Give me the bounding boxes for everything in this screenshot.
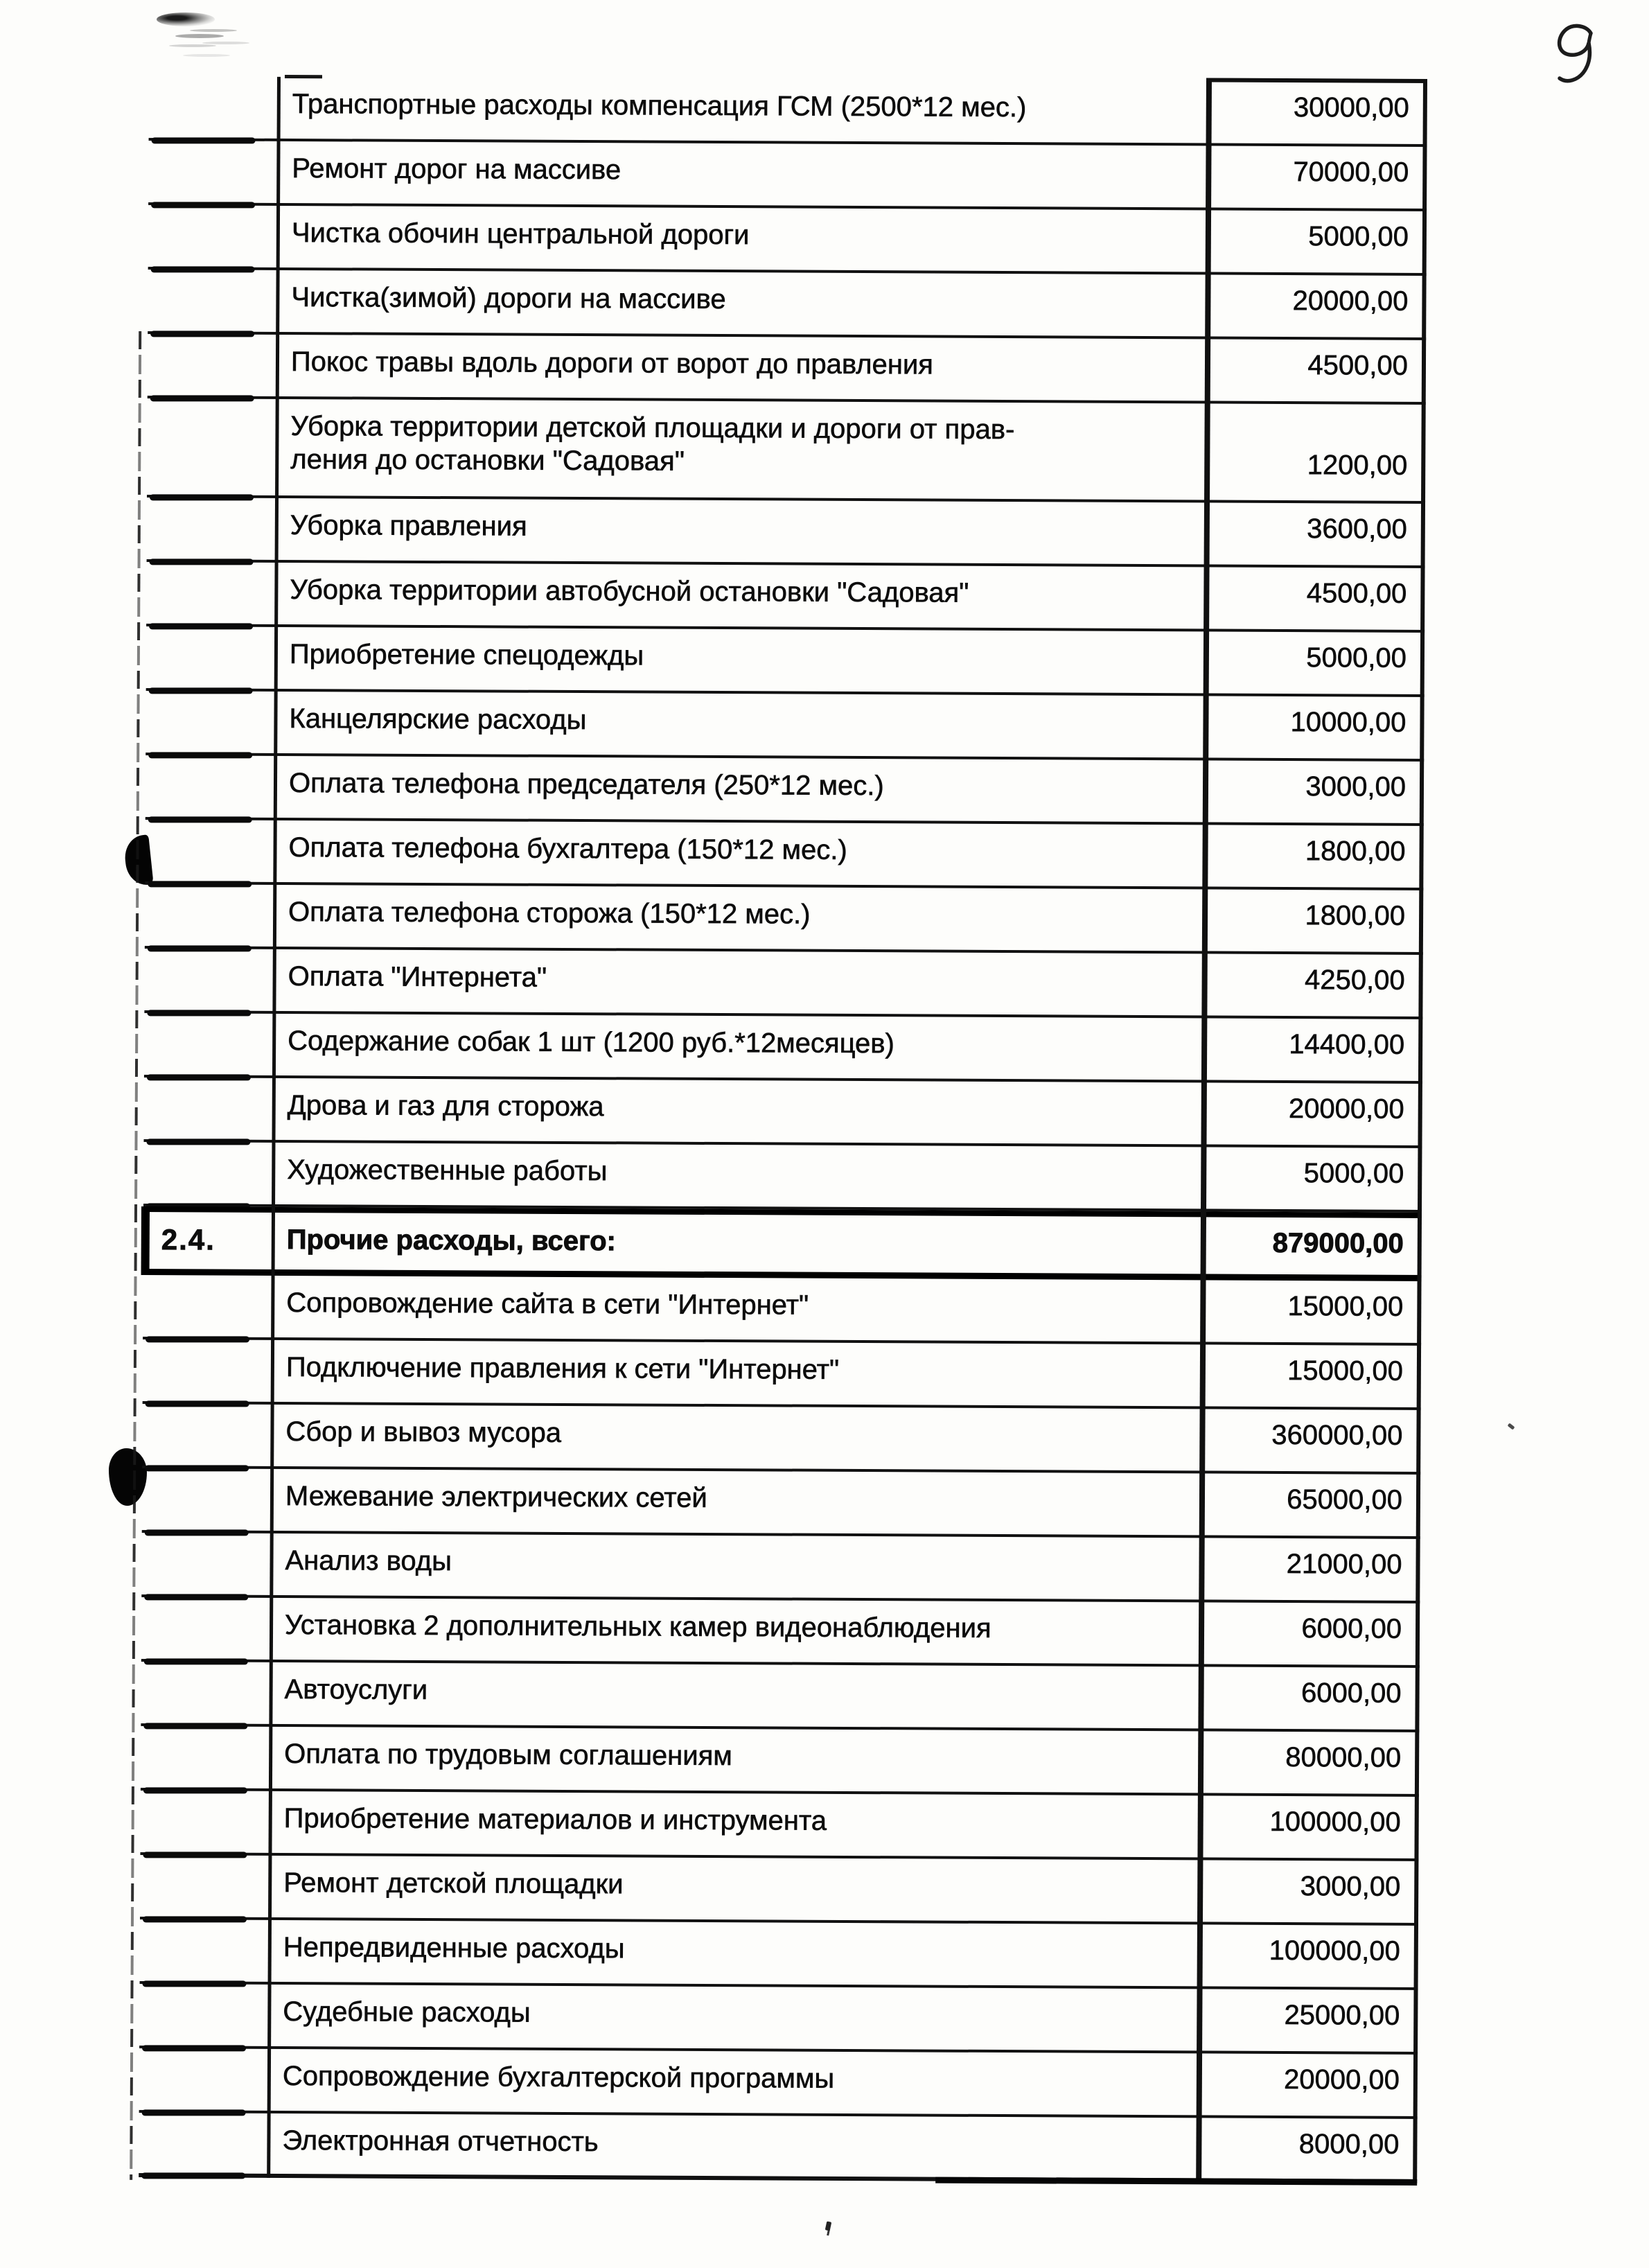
row-description: Уборка правления xyxy=(290,510,527,542)
row-description: Непредвиденные расходы xyxy=(283,1931,625,1964)
table-row xyxy=(143,1275,1421,1346)
row-amount: 4500,00 xyxy=(1307,350,1409,381)
row-number xyxy=(146,562,274,624)
table-row xyxy=(140,1791,1418,1861)
row-number xyxy=(140,1855,268,1917)
table-row xyxy=(139,2113,1417,2183)
row-description: Судебные расходы xyxy=(283,1996,531,2028)
table-row xyxy=(147,398,1426,504)
row-number xyxy=(148,205,276,267)
expense-table-rows xyxy=(139,76,1427,2183)
row-number xyxy=(143,1275,271,1337)
table-row xyxy=(148,205,1427,276)
row-amount: 879000,00 xyxy=(1272,1227,1404,1259)
table-row xyxy=(141,1662,1419,1732)
table-row xyxy=(145,884,1423,955)
table-row xyxy=(143,1078,1422,1148)
table-row xyxy=(142,1468,1420,1539)
row-description: Чистка(зимой) дороги на массиве xyxy=(291,282,726,315)
table-row xyxy=(142,1404,1420,1475)
row-amount: 10000,00 xyxy=(1290,707,1406,738)
row-amount: 360000,00 xyxy=(1271,1419,1403,1451)
row-number xyxy=(139,1984,267,2046)
row-amount: 80000,00 xyxy=(1285,1742,1402,1773)
scan-smudge-top-left xyxy=(157,12,215,26)
row-amount: 5000,00 xyxy=(1306,642,1407,674)
table-row xyxy=(148,334,1426,405)
table-row xyxy=(149,76,1427,147)
table-row xyxy=(143,1206,1422,1281)
row-number xyxy=(141,1726,269,1788)
table-row xyxy=(144,949,1422,1019)
row-amount: 4500,00 xyxy=(1306,578,1407,609)
table-row xyxy=(146,691,1424,762)
row-description: Ремонт дорог на массиве xyxy=(292,153,621,186)
row-description: Электронная отчетность xyxy=(282,2125,599,2158)
table-row xyxy=(148,141,1427,211)
row-amount: 8000,00 xyxy=(1298,2129,1400,2160)
row-number xyxy=(145,820,273,882)
row-amount: 100000,00 xyxy=(1269,1935,1400,1967)
row-number xyxy=(145,884,273,947)
row-number: 2.4. xyxy=(161,1223,215,1256)
row-number xyxy=(143,1339,271,1402)
table-row xyxy=(146,562,1425,633)
row-description: Оплата телефона сторожа (150*12 мес.) xyxy=(288,896,811,930)
table-row xyxy=(140,1855,1418,1926)
row-amount: 15000,00 xyxy=(1287,1355,1403,1387)
row-amount: 1800,00 xyxy=(1305,836,1406,867)
table-row xyxy=(147,498,1425,568)
row-amount: 3600,00 xyxy=(1307,513,1407,545)
table-row xyxy=(146,755,1424,826)
row-amount: 5000,00 xyxy=(1308,221,1409,252)
row-number xyxy=(140,1791,268,1853)
row-description: Подключение правления к сети "Интернет" xyxy=(285,1351,840,1385)
ink-dot-left-margin xyxy=(109,1448,147,1506)
row-description: Покос травы вдоль дороги от ворот до правления xyxy=(290,346,934,380)
row-number xyxy=(139,2048,267,2111)
table-row xyxy=(141,1726,1419,1797)
row-amount: 5000,00 xyxy=(1303,1158,1404,1189)
row-number xyxy=(141,1662,269,1724)
row-description: Оплата по трудовым соглашениям xyxy=(284,1738,732,1772)
row-number xyxy=(148,334,276,396)
row-description: Приобретение спецодежды xyxy=(289,639,644,671)
row-amount: 100000,00 xyxy=(1269,1806,1401,1838)
table-row xyxy=(141,1597,1420,1668)
handwritten-nine-glyph xyxy=(1546,22,1606,89)
row-number xyxy=(146,691,274,753)
row-number xyxy=(142,1468,270,1531)
row-description: Уборка территории автобусной остановки "Садовая" xyxy=(290,574,969,608)
handwritten-page-number xyxy=(1546,22,1606,89)
row-number xyxy=(146,626,274,689)
row-description: Чистка обочин центральной дороги xyxy=(291,218,750,251)
row-description: Оплата телефона бухгалтера (150*12 мес.) xyxy=(288,832,847,865)
row-number xyxy=(139,2113,267,2174)
row-description: Оплата телефона председателя (250*12 мес.) xyxy=(288,767,884,802)
row-amount: 6000,00 xyxy=(1301,1613,1402,1644)
row-number xyxy=(142,1404,270,1466)
table-row xyxy=(140,1919,1418,1990)
row-amount: 20000,00 xyxy=(1283,2064,1400,2095)
expense-table xyxy=(139,76,1427,2183)
row-number xyxy=(147,398,276,495)
row-amount: 15000,00 xyxy=(1287,1291,1404,1322)
row-description: Канцелярские расходы xyxy=(289,703,587,736)
table-row xyxy=(139,1984,1418,2055)
row-description: Оплата "Интернета" xyxy=(288,960,547,993)
row-description: Транспортные расходы компенсация ГСМ (2500*12 мес.) xyxy=(292,89,1027,123)
row-number xyxy=(147,498,275,560)
row-amount: 1800,00 xyxy=(1305,900,1406,931)
row-description: Приобретение материалов и инструмента xyxy=(283,1802,827,1836)
row-number xyxy=(148,141,276,203)
row-amount: 25000,00 xyxy=(1284,2000,1400,2031)
row-description: Анализ воды xyxy=(285,1545,452,1577)
table-row xyxy=(144,1013,1422,1084)
row-amount: 4250,00 xyxy=(1304,965,1405,996)
row-description: Содержание собак 1 шт (1200 руб.*12месяцев) xyxy=(288,1025,895,1060)
table-row xyxy=(145,820,1423,890)
table-row xyxy=(143,1142,1422,1213)
row-description: Прочие расходы, всего: xyxy=(286,1224,617,1257)
row-amount: 30000,00 xyxy=(1293,92,1409,123)
row-amount: 65000,00 xyxy=(1287,1484,1403,1515)
table-row xyxy=(146,626,1425,697)
table-row xyxy=(143,1339,1421,1410)
row-description: Межевание электрических сетей xyxy=(285,1480,707,1513)
row-amount: 3000,00 xyxy=(1305,771,1406,802)
speck-bottom-margin xyxy=(825,2221,832,2231)
row-number xyxy=(148,270,276,332)
row-amount: 20000,00 xyxy=(1292,285,1409,317)
row-number xyxy=(149,76,277,139)
table-row xyxy=(141,1533,1420,1603)
row-number xyxy=(144,1078,272,1140)
row-description: Дрова и газ для сторожа xyxy=(287,1089,604,1123)
row-number xyxy=(141,1597,270,1660)
row-number xyxy=(144,1013,272,1075)
row-description: Установка 2 дополнительных камер видеонаблюдения xyxy=(284,1609,991,1644)
row-description: Уборка территории детской площадки и дороги от прав- ления до остановки "Садовая" xyxy=(290,411,1015,477)
row-number xyxy=(144,949,272,1011)
row-description: Автоуслуги xyxy=(284,1673,428,1705)
table-row xyxy=(148,270,1426,340)
table-row xyxy=(139,2048,1418,2119)
row-number xyxy=(141,1533,270,1595)
row-amount: 14400,00 xyxy=(1289,1029,1405,1060)
row-amount: 1200,00 xyxy=(1307,450,1408,481)
row-amount: 6000,00 xyxy=(1300,1678,1402,1709)
row-amount: 70000,00 xyxy=(1293,157,1409,188)
row-description: Сопровождение сайта в сети "Интернет" xyxy=(286,1287,809,1321)
row-description: Художественные работы xyxy=(287,1154,608,1187)
row-amount: 3000,00 xyxy=(1300,1871,1401,1902)
speck-right-margin xyxy=(1508,1423,1515,1430)
row-description: Сопровождение бухгалтерской программы xyxy=(282,2060,835,2094)
row-number xyxy=(140,1919,268,1982)
row-amount: 21000,00 xyxy=(1286,1549,1402,1580)
row-amount: 20000,00 xyxy=(1288,1093,1404,1125)
row-number xyxy=(143,1142,272,1204)
row-description: Сбор и вывоз мусора xyxy=(285,1416,562,1448)
table-border-top-dash xyxy=(285,75,322,78)
row-description: Ремонт детской площадки xyxy=(283,1867,624,1900)
row-number xyxy=(146,755,274,818)
